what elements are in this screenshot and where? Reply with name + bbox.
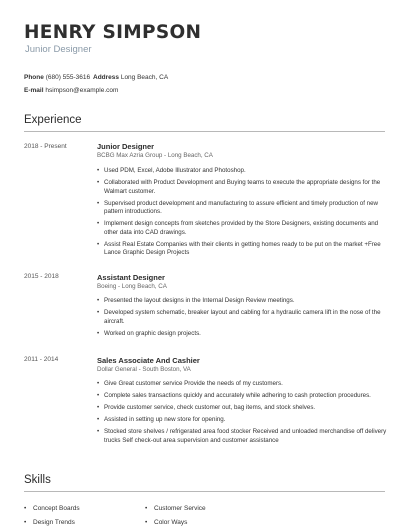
job-bullet: • Stocked store shelves / refrigerated area food stocker Received and unloaded merchandise off delivery trucks Self check-out area supervision and customer assistance xyxy=(97,428,387,445)
job-bullet: • Supervised product development and manufacturing to assure efficient and timely production of new pattern introductions. xyxy=(97,200,387,217)
job-dates: 2015 - 2018 xyxy=(24,273,59,280)
experience-divider xyxy=(24,131,385,132)
address-label: Address xyxy=(93,74,120,81)
job-title: Sales Associate And Cashier xyxy=(97,356,200,365)
job-bullet: • Used PDM, Excel, Adobe Illustrator and Photoshop. xyxy=(97,167,387,176)
skills-heading: Skills xyxy=(24,474,51,486)
skill-item: • Customer Service xyxy=(145,505,206,512)
email-label: E-mail xyxy=(24,87,44,94)
candidate-name: HENRY SIMPSON xyxy=(24,22,202,43)
job-bullet: • Implement design concepts from sketches provided by the Store Designers, existing documents and other data into CAD drawings. xyxy=(97,220,387,237)
job-company: Dollar General - South Boston, VA xyxy=(97,366,191,373)
skill-item: • Concept Boards xyxy=(24,505,80,512)
job-bullet: • Give Great customer service Provide the needs of my customers. xyxy=(97,380,387,389)
job-title: Assistant Designer xyxy=(97,273,165,282)
job-bullets xyxy=(97,167,387,261)
skills-divider xyxy=(24,491,385,492)
job-bullet: • Collaborated with Product Development and Buying teams to execute the appropriate designs for the Walmart customer. xyxy=(97,179,387,196)
phone-label: Phone xyxy=(24,74,44,81)
address-value: Long Beach, CA xyxy=(120,74,169,81)
experience-heading: Experience xyxy=(24,114,82,126)
job-dates: 2011 - 2014 xyxy=(24,356,59,363)
address-line xyxy=(93,74,168,81)
job-bullet: • Complete sales transactions quickly and accurately while adhering to cash protection procedures. xyxy=(97,392,387,401)
job-bullet: • Presented the layout designs in the Internal Design Review meetings. xyxy=(97,297,387,306)
job-company: Boeing - Long Beach, CA xyxy=(97,283,167,290)
job-dates: 2018 - Present xyxy=(24,143,67,150)
phone-line xyxy=(24,74,90,81)
job-bullet: • Developed system schematic, breaker layout and cabling for a hydraulic camera lift in the nose of the aircraft. xyxy=(97,309,387,326)
job-title: Junior Designer xyxy=(97,142,155,151)
job-bullet: • Assisted in setting up new store for opening. xyxy=(97,416,387,425)
skill-item: • Design Trends xyxy=(24,519,75,526)
candidate-role: Junior Designer xyxy=(25,44,92,55)
email-value: hsimpson@example.com xyxy=(45,87,119,94)
skill-item: • Color Ways xyxy=(145,519,187,526)
job-bullet: • Provide customer service, check customer out, bag items, and stock shelves. xyxy=(97,404,387,413)
job-bullets xyxy=(97,297,387,342)
job-bullet: • Assist Real Estate Companies with their clients in getting homes ready to be put on the market +Free Lance Graphic Design Projects xyxy=(97,241,387,258)
job-company: BCBG Max Azria Group - Long Beach, CA xyxy=(97,152,213,159)
email-line xyxy=(24,87,118,94)
job-bullet: • Worked on graphic design projects. xyxy=(97,330,387,339)
job-bullets xyxy=(97,380,387,449)
phone-value: (680) 555-3616 xyxy=(45,74,91,81)
